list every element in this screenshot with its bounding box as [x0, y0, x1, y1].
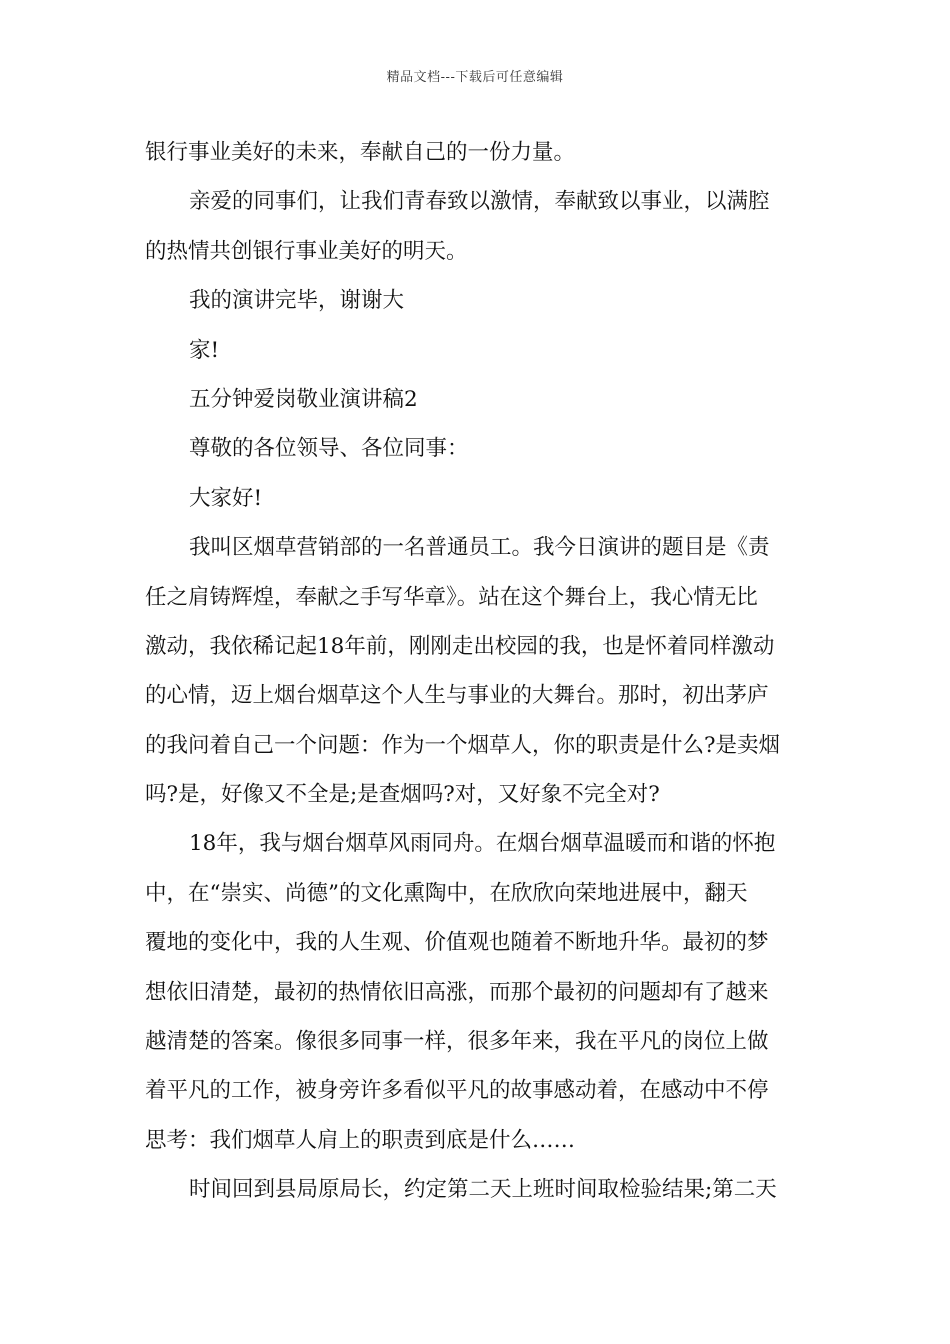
text-line: 吗?是，好像又不全是;是查烟吗?对，又好象不完全对? [145, 782, 660, 808]
text-line: 18年，我与烟台烟草风雨同舟。在烟台烟草温暖而和谐的怀抱 [189, 831, 776, 857]
text-line: 我的演讲完毕，谢谢大 [189, 288, 405, 314]
section-title: 五分钟爱岗敬业演讲稿2 [189, 386, 418, 412]
text-line: 亲爱的同事们，让我们青春致以激情，奉献致以事业，以满腔 [189, 189, 770, 215]
text-line: 越清楚的答案。像很多同事一样，很多年来，我在平凡的岗位上做 [145, 1029, 769, 1055]
page-header: 精品文档---下载后可任意编辑 [386, 70, 564, 85]
salutation: 尊敬的各位领导、各位同事： [189, 436, 469, 462]
text-line: 家! [189, 337, 220, 363]
text-line: 时间回到县局原局长，约定第二天上班时间取检验结果;第二天 [189, 1177, 777, 1203]
text-line: 的心情，迈上烟台烟草这个人生与事业的大舞台。那时，初出茅庐 [145, 683, 769, 709]
text-line: 银行事业美好的未来，奉献自己的一份力量。 [145, 140, 576, 165]
text-line: 我叫区烟草营销部的一名普通员工。我今日演讲的题目是《责 [189, 535, 770, 561]
text-line: 的我问着自己一个问题：作为一个烟草人，你的职责是什么?是卖烟 [145, 732, 781, 758]
document-body [145, 128, 809, 1215]
text-line: 的热情共创银行事业美好的明天。 [145, 238, 468, 264]
text-line: 想依旧清楚，最初的热情依旧高涨，而那个最初的问题却有了越来 [145, 979, 769, 1005]
text-line: 思考：我们烟草人肩上的职责到底是什么…… [145, 1127, 576, 1153]
text-line: 中，在“崇实、尚德”的文化熏陶中，在欣欣向荣地进展中，翻天 [145, 880, 748, 906]
text-line: 覆地的变化中，我的人生观、价值观也随着不断地升华。最初的梦 [145, 930, 769, 956]
text-line: 着平凡的工作，被身旁许多看似平凡的故事感动着，在感动中不停 [145, 1078, 769, 1104]
text-line: 激动，我依稀记起18年前，刚刚走出校园的我，也是怀着同样激动 [145, 633, 775, 659]
greeting: 大家好! [189, 485, 263, 511]
text-line: 任之肩铸辉煌，奉献之手写华章》。站在这个舞台上，我心情无比 [145, 584, 758, 610]
